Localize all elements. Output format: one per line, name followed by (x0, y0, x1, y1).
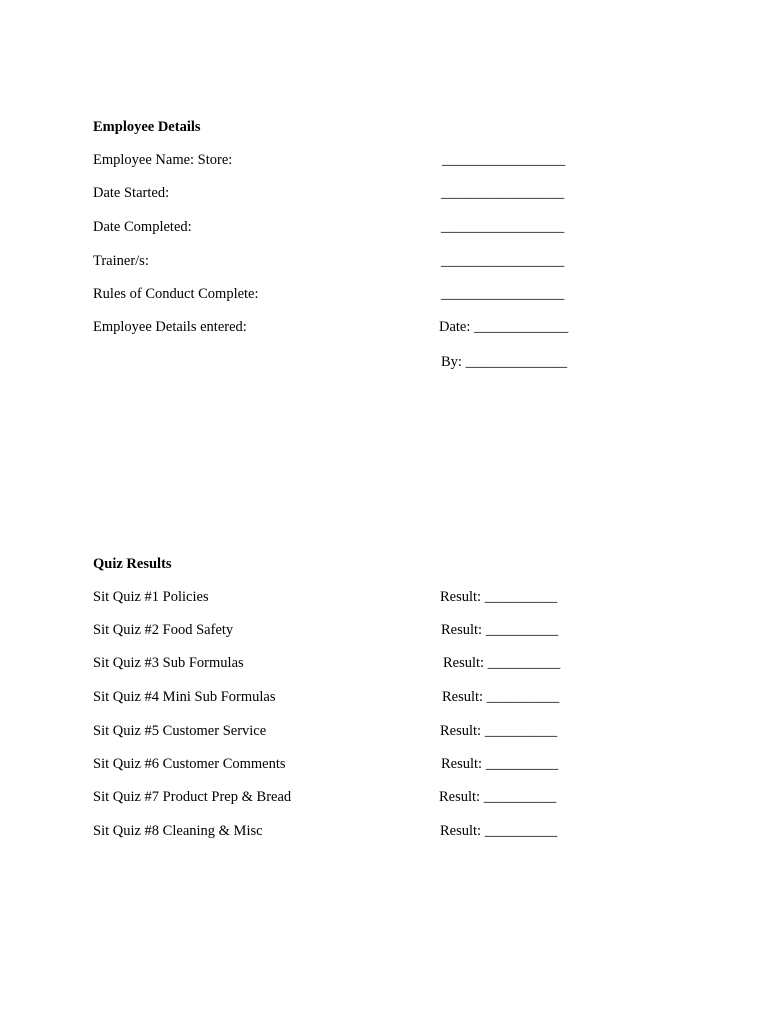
date-completed-label: Date Completed: (93, 219, 192, 235)
trainers-label: Trainer/s: (93, 253, 149, 269)
quiz-6-result[interactable]: Result: __________ (441, 756, 559, 772)
employee-details-heading: Employee Details (93, 119, 201, 135)
quiz-5-result[interactable]: Result: __________ (440, 723, 558, 739)
quiz-4-result[interactable]: Result: __________ (442, 689, 560, 705)
quiz-results-heading: Quiz Results (93, 556, 172, 572)
date-started-label: Date Started: (93, 185, 170, 201)
quiz-3-result[interactable]: Result: __________ (443, 655, 561, 671)
date-completed-blank[interactable]: _________________ (441, 219, 565, 235)
quiz-1-result[interactable]: Result: __________ (440, 589, 558, 605)
entered-by-blank[interactable]: By: ______________ (441, 354, 568, 370)
quiz-3-label: Sit Quiz #3 Sub Formulas (93, 655, 244, 671)
rules-of-conduct-blank[interactable]: _________________ (441, 286, 565, 302)
employee-details-entered-label: Employee Details entered: (93, 319, 247, 335)
quiz-2-result[interactable]: Result: __________ (441, 622, 559, 638)
quiz-4-label: Sit Quiz #4 Mini Sub Formulas (93, 689, 276, 705)
employee-name-store-label: Employee Name: Store: (93, 152, 233, 168)
quiz-5-label: Sit Quiz #5 Customer Service (93, 723, 267, 739)
quiz-6-label: Sit Quiz #6 Customer Comments (93, 756, 286, 772)
quiz-7-label: Sit Quiz #7 Product Prep & Bread (93, 789, 292, 805)
quiz-8-label: Sit Quiz #8 Cleaning & Misc (93, 823, 263, 839)
quiz-8-result[interactable]: Result: __________ (440, 823, 558, 839)
trainers-blank[interactable]: _________________ (441, 253, 565, 269)
quiz-1-label: Sit Quiz #1 Policies (93, 589, 209, 605)
quiz-7-result[interactable]: Result: __________ (439, 789, 557, 805)
rules-of-conduct-label: Rules of Conduct Complete: (93, 286, 259, 302)
quiz-2-label: Sit Quiz #2 Food Safety (93, 622, 234, 638)
date-started-blank[interactable]: _________________ (441, 185, 565, 201)
entered-date-blank[interactable]: Date: _____________ (439, 319, 569, 335)
employee-name-store-blank[interactable]: _________________ (442, 152, 566, 168)
